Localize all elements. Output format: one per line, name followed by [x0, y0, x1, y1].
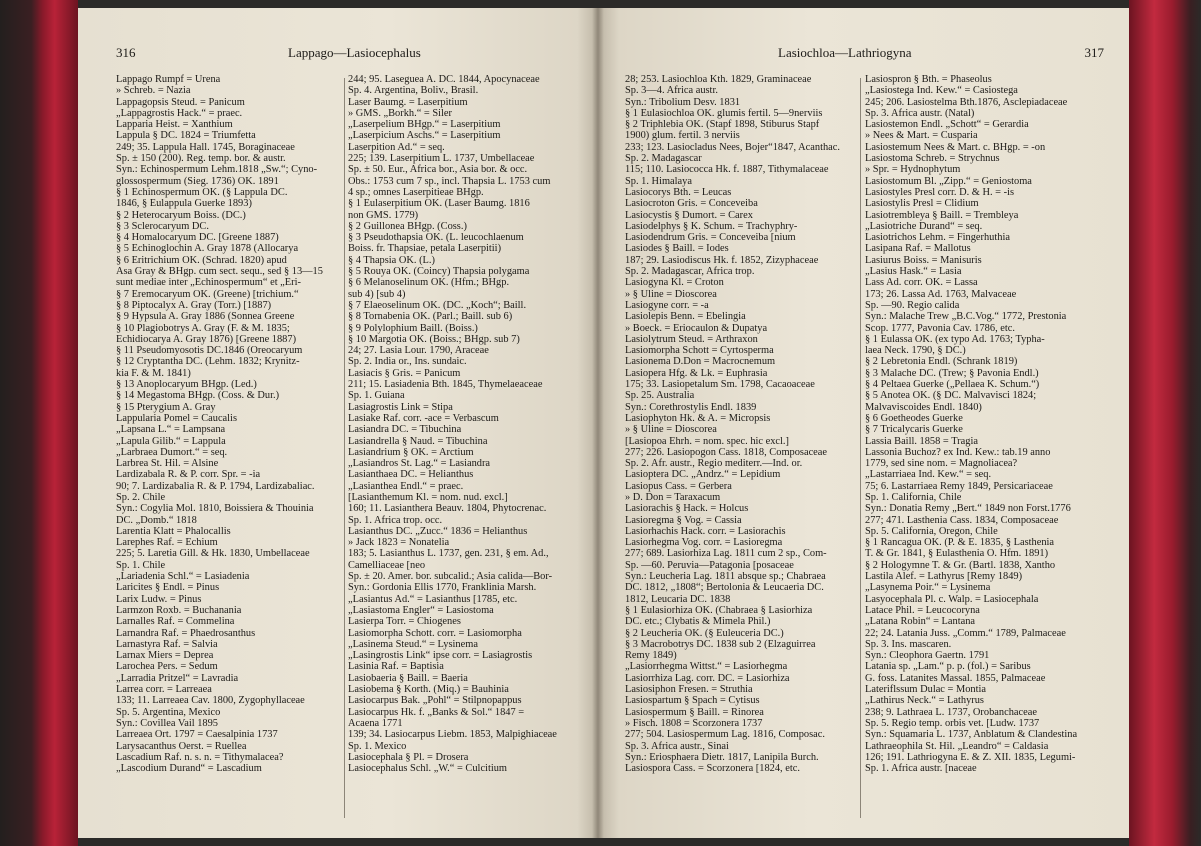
entry-line: Lasiosiphon Fresen. = Struthia [625, 684, 753, 696]
entry-line: Lardizabala R. & P. corr. Spr. = -ia [116, 469, 261, 481]
entry-line: „Larbraea Dumort.“ = seq. [116, 446, 228, 458]
entry-line: DC. etc.; Clybatis & Mimela Phil.) [625, 616, 771, 628]
entry-line: Lasiolytrum Steud. = Arthraxon [625, 333, 758, 345]
entry-line: Lasinia Raf. = Baptisia [348, 661, 444, 673]
entry-line: laea Neck. 1790, § DC.) [865, 345, 966, 357]
entry-line: § 2 Heterocaryum Boiss. (DC.) [116, 209, 246, 221]
entry-line: § 6 Melanoselinum OK. (Hfm.; BHgp. [348, 277, 510, 289]
entry-line: 1900) glum. fertil. 3 nerviis [625, 130, 740, 142]
entry-line: Boiss. fr. Thapsiae, petala Laserpitii) [348, 243, 502, 255]
entry-line: 187; 29. Lasiodiscus Hk. f. 1852, Zizyphaceae [625, 254, 819, 266]
entry-line: 175; 33. Lasiopetalum Sm. 1798, Cacaoaceae [625, 379, 815, 391]
book-edge-right [1129, 0, 1201, 846]
entry-line: Sp. 3. Africa austr. (Natal) [865, 107, 975, 119]
running-head: Lappago—Lasiocephalus [288, 45, 421, 60]
entry-line: Lasiocarpus Bak. „Pohl“ = Stilpnopappus [348, 695, 522, 707]
entry-line: Lass Ad. corr. OK. = Lassa [865, 277, 978, 289]
entry-line: „Lasiotriche Durand“ = seq. [865, 220, 983, 232]
running-head: Lasiochloa—Lathriogyna [778, 45, 912, 60]
entry-line: Lasiostomum Bl. „Zipp.“ = Geniostoma [865, 175, 1032, 187]
book-gutter [592, 8, 604, 838]
entry-line: DC. 1812, „1808“; Bertolonia & Leucaeria DC. [625, 582, 824, 594]
entry-line: T. & Gr. 1841, § Eulasthenia O. Hfm. 1891) [865, 548, 1049, 560]
entry-line: Lasiandra DC. = Tibuchina [348, 424, 462, 436]
entry-line: § 1 Echinospermum OK. (§ Lappula DC. [116, 186, 288, 198]
entry-line: Lappagopsis Steud. = Panicum [116, 96, 245, 108]
entry-line: » § Uline = Dioscorea [625, 288, 717, 300]
entry-line: Lasiocroton Gris. = Conceveiba [625, 198, 758, 210]
entry-line: » GMS. „Borkh.“ = Siler [348, 107, 452, 119]
entry-line: „Lasynema Poir.“ = Lysinema [865, 582, 991, 594]
entry-line: 28; 253. Lasiochloa Kth. 1829, Graminaceae [625, 74, 812, 85]
entry-line: Asa Gray & BHgp. cum sect. sequ., sed § 13—15 [116, 266, 323, 278]
entry-line: 277; 471. Lasthenia Cass. 1834, Composaceae [865, 514, 1059, 526]
entry-line: Scop. 1777, Pavonia Cav. 1786, etc. [865, 322, 1015, 334]
entry-line: glossospermum (Sieg. 1736) OK. 1891 [116, 175, 279, 187]
entry-line: Lastila Alef. = Lathyrus [Remy 1849) [865, 571, 1023, 583]
entry-line: § 2 Triphlebia OK. (Stapf 1898, Stiburus Stapf [625, 119, 820, 131]
entry-line: „Lasingrostis Link“ ipse corr. = Lasiagrostis [348, 650, 533, 662]
entry-line: § 14 Megastoma BHgp. (Coss. & Dur.) [116, 390, 280, 402]
entry-line: Lasiospermum § Baill. = Rinorea [625, 706, 764, 718]
entry-line: 244; 95. Laseguea A. DC. 1844, Apocynaceae [348, 74, 540, 85]
entry-line: Lasioregma § Vog. = Cassia [625, 514, 742, 526]
entry-line: Lasiacis § Gris. = Panicum [348, 367, 461, 379]
entry-line: Lasiorrhiza Lag. corr. DC. = Lasiorhiza [625, 672, 790, 684]
entry-line: Lasiodes § Baill. = Iodes [625, 243, 729, 255]
entry-line: Lasiophyton Hk. & A. = Micropsis [625, 412, 771, 424]
entry-line: » Jack 1823 = Nonatelia [348, 537, 450, 549]
entry-line: § 11 Pseudomyosotis DC.1846 (Oreocaryum [116, 345, 303, 357]
entry-line: Lasyocephala Pl. c. Walp. = Lasiocephala [865, 593, 1039, 605]
entry-line: Lasiorachis § Hack. = Holcus [625, 503, 749, 515]
entry-line: Syn.: Cogylia Mol. 1810, Boissiera & Thouinia [116, 503, 314, 515]
entry-line: 4 sp.; omnes Laserpitieae BHgp. [348, 186, 484, 198]
entry-line: Lasiodendrum Gris. = Conceveiba [nium [625, 232, 796, 244]
entry-line: § 2 Guillonea BHgp. (Coss.) [348, 220, 467, 232]
entry-line: § 7 Elaeoselinum OK. (DC. „Koch“; Baill. [348, 299, 527, 311]
entry-line: Sp. 5. Argentina, Mexico [116, 706, 221, 718]
entry-line: „Laserpelium BHgp.“ = Laserpitium [348, 119, 501, 131]
entry-line: § 7 Eremocaryum OK. (Greene) [trichium.“ [116, 288, 299, 300]
entry-line: » Nees & Mart. = Cusparia [865, 130, 978, 142]
entry-line: Larrea corr. = Larreaea [116, 684, 212, 696]
entry-line: » D. Don = Taraxacum [625, 491, 721, 503]
entry-line: Larbrea St. Hil. = Alsine [116, 458, 219, 470]
entry-line: Laricites § Endl. = Pinus [116, 582, 220, 594]
entry-line: Larnandra Raf. = Phaedrosanthus [116, 627, 256, 639]
right-page-header [634, 45, 1104, 61]
entry-line: [Lasiopoa Ehrh. = nom. spec. hic excl.] [625, 435, 789, 447]
entry-line: 277; 689. Lasiorhiza Lag. 1811 cum 2 sp., Com- [625, 548, 827, 560]
entry-line: Lasiostoma Schreb. = Strychnus [865, 153, 1000, 165]
entry-line: § 4 Thapsia OK. (L.) [348, 254, 435, 266]
left-column-1 [116, 74, 344, 824]
entry-line: Lasiostemum Nees & Mart. c. BHgp. = -on [865, 141, 1046, 153]
entry-line: Syn.: Leucheria Lag. 1811 absque sp.; Chabraea [625, 571, 826, 583]
column-rule [860, 78, 861, 818]
entry-line: § 1 Eulasiochloa OK. glumis fertil. 5—9nerviis [625, 107, 823, 119]
entry-line: Lasiopus Cass. = Gerbera [625, 480, 732, 492]
entry-line: § 1 Eulasiorhiza OK. (Chabraea § Lasiorhiza [625, 604, 813, 616]
entry-line: Lappula § DC. 1824 = Triumfetta [116, 130, 256, 142]
entry-line: Sp. ± 20. Amer. bor. subcalid.; Asia calida—Bor- [348, 571, 553, 583]
entry-line: „Lasiandros St. Lag.“ = Lasiandra [348, 458, 491, 470]
entry-line: Lasiostylis Presl = Clidium [865, 198, 979, 210]
entry-line: Lappago Rumpf = Urena [116, 74, 221, 85]
entry-line: Acaena 1771 [348, 717, 403, 729]
entry-line: Lasiolepis Benn. = Ebelingia [625, 311, 746, 323]
entry-line: DC. „Domb.“ 1818 [116, 514, 197, 526]
entry-line: 90; 7. Lardizabalia R. & P. 1794, Lardizabaliac. [116, 480, 315, 492]
left-page-header [116, 45, 586, 61]
entry-line: § 10 Plagiobotrys A. Gray (F. & M. 1835; [116, 322, 290, 334]
entry-line: Sp. 3. Ins. mascaren. [865, 638, 952, 650]
entry-line: Sp. 3. Africa austr., Sinai [625, 740, 729, 752]
entry-line: » Schreb. = Nazia [116, 85, 191, 97]
entry-line: 1846, § Eulappula Guerke 1893) [116, 198, 252, 210]
entry-line: Larnalles Raf. = Commelina [116, 616, 235, 628]
entry-line: sub 4) [sub 4) [348, 288, 406, 300]
entry-line: Larix Ludw. = Pinus [116, 593, 202, 605]
left-column-2 [348, 74, 580, 824]
entry-line: 139; 34. Lasiocarpus Liebm. 1853, Malpighiaceae [348, 729, 557, 741]
entry-line: Latania sp. „Lam.“ p. p. (fol.) = Saribus [865, 661, 1031, 673]
entry-line: Lasiodelphys § K. Schum. = Trachyphry- [625, 220, 798, 232]
entry-line: Remy 1849) [625, 650, 677, 662]
entry-line: „Larradia Pritzel“ = Lavradia [116, 672, 239, 684]
entry-line: Lassonia Buchoz? ex Ind. Kew.: tab.19 anno [865, 446, 1051, 458]
entry-line: Lasiomorpha Schott. corr. = Lasiomorpha [348, 627, 522, 639]
entry-line: Lasiotrichos Lehm. = Fingerhuthia [865, 232, 1010, 244]
entry-line: § 3 Malache DC. (Trew; § Pavonia Endl.) [865, 367, 1039, 379]
entry-line: Lasioptera DC. „Andrz.“ = Lepidium [625, 469, 781, 481]
entry-line: § 2 Leucheria OK. (§ Euleuceria DC.) [625, 627, 784, 639]
entry-line: Lasiake Raf. corr. -ace = Verbascum [348, 412, 499, 424]
entry-line: Sp. ± 50. Eur., Africa bor., Asia bor. & occ. [348, 164, 528, 176]
entry-line: § 9 Polylophium Baill. (Boiss.) [348, 322, 478, 334]
entry-line: » Spr. = Hydnophytum [865, 164, 961, 176]
page-number: 316 [116, 45, 136, 60]
entry-line: „Lariadenia Schl.“ = Lasiadenia [116, 571, 250, 583]
entry-line: Sp. 2. Madagascar, Africa trop. [625, 266, 755, 278]
entry-line: Lasiospartum § Spach = Cytisus [625, 695, 760, 707]
entry-line: Sp. 1. Himalaya [625, 175, 692, 187]
entry-line: Larochea Pers. = Sedum [116, 661, 218, 673]
entry-line: „Lasinema Steud.“ = Lysinema [348, 638, 478, 650]
entry-line: Sp. 1. Chile [116, 559, 166, 571]
entry-line: Larentia Klatt = Phalocallis [116, 525, 231, 537]
entry-line: Syn.: Cleophora Gaertn. 1791 [865, 650, 990, 662]
book-edge-left [0, 0, 78, 846]
entry-line: Larephes Raf. = Echium [116, 537, 218, 549]
entry-line: „Lasius Hask.“ = Lasia [865, 266, 962, 278]
column-rule [344, 78, 345, 818]
entry-line: „Lasiastoma Engler“ = Lasiostoma [348, 604, 494, 616]
right-column-1 [625, 74, 861, 824]
entry-line: Sp. 1. Guiana [348, 390, 405, 402]
entry-line: Laserpition Ad.“ = seq. [348, 141, 445, 153]
entry-line: „Latana Robin“ = Lantana [865, 616, 976, 628]
entry-line: 225; 139. Laserpitium L. 1737, Umbellaceae [348, 153, 535, 165]
entry-line: Sp. 1. Africa trop. occ. [348, 514, 443, 526]
entry-line: Sp. 2. Madagascar [625, 153, 702, 165]
right-page [598, 8, 1129, 838]
entry-line: Syn.: Covillea Vail 1895 [116, 717, 218, 729]
entry-line: 160; 11. Lasianthera Beauv. 1804, Phytocrenac. [348, 503, 547, 515]
entry-line: § 9 Hypsula A. Gray 1886 (Sonnea Greene [116, 311, 295, 323]
entry-line: Lasiocephalus Schl. „W.“ = Culcitium [348, 763, 507, 775]
entry-line: Larnax Miers = Deprea [116, 650, 214, 662]
entry-line: § 3 Sclerocaryum DC. [116, 220, 209, 232]
entry-line: Larysacanthus Oerst. = Ruellea [116, 740, 247, 752]
entry-line: Camelliaceae [neo [348, 559, 426, 571]
entry-line: „Lathirus Neck.“ = Lathyrus [865, 695, 984, 707]
entry-line: Syn.: Squamaria L. 1737, Anblatum & Clandestina [865, 729, 1078, 741]
entry-line: non GMS. 1779) [348, 209, 419, 221]
entry-line: Sp. ± 150 (200). Reg. temp. bor. & austr. [116, 153, 286, 165]
entry-line: Sp. —60. Peruvia—Patagonia [posaceae [625, 559, 794, 571]
entry-line: § 8 Piptocalyx A. Gray (Torr.) [1887) [116, 299, 272, 311]
entry-line: § 6 Eritrichium OK. (Schrad. 1820) apud [116, 254, 287, 266]
entry-line: Obs.: 1753 cum 7 sp., incl. Thapsia L. 1753 cum [348, 175, 551, 187]
entry-line: Lasiomorpha Schott = Cyrtosperma [625, 345, 774, 357]
entry-line: Larreaea Ort. 1797 = Caesalpinia 1737 [116, 729, 278, 741]
entry-line: Syn.: Echinospermum Lehm.1818 „Sw.“; Cyno- [116, 164, 318, 176]
entry-line: „Lascodium Durand“ = Lascadium [116, 763, 262, 775]
entry-line: Lasiorhachis Hack. corr. = Lasiorachis [625, 525, 786, 537]
entry-line: Sp. 1. Mexico [348, 740, 407, 752]
entry-line: Lasiandrium § OK. = Arctium [348, 446, 474, 458]
entry-line: [Lasianthemum Kl. = nom. nud. excl.] [348, 491, 508, 503]
entry-line: 233; 123. Lasiocladus Nees, Bojer“1847, Acanthac. [625, 141, 840, 153]
entry-line: Malvaviscoides Endl. 1840) [865, 401, 982, 413]
entry-line: Sp. —90. Regio calida [865, 299, 960, 311]
entry-line: 75; 6. Lastarriaea Remy 1849, Persicariaceae [865, 480, 1053, 492]
entry-line: Lasiobaeria § Baill. = Baeria [348, 672, 468, 684]
entry-line: Lasiurus Boiss. = Manisuris [865, 254, 982, 266]
entry-line: „Lasiostega Ind. Kew.“ = Casiostega [865, 85, 1018, 97]
entry-line: „Lastarriaea Ind. Kew.“ = seq. [865, 469, 992, 481]
entry-line: Larmzon Roxb. = Buchanania [116, 604, 242, 616]
entry-line: Lasiocorys Bth. = Leucas [625, 186, 732, 198]
left-page [78, 8, 598, 838]
entry-line: § 3 Pseudothapsia OK. (L. leucochlaenum [348, 232, 524, 244]
entry-line: 183; 5. Lasianthus L. 1737, gen. 231, § em. Ad., [348, 548, 549, 560]
entry-line: 173; 26. Lassa Ad. 1763, Malvaceae [865, 288, 1017, 300]
entry-line: Sp. 3—4. Africa austr. [625, 85, 718, 97]
entry-line: Lasionema D.Don = Macrocnemum [625, 356, 776, 368]
entry-line: „Lapsana L.“ = Lampsana [116, 424, 226, 436]
entry-line: Echidiocarya A. Gray 1876) [Greene 1887) [116, 333, 297, 345]
entry-line: Lathraeophila St. Hil. „Leandro“ = Caldasia [865, 740, 1049, 752]
entry-line: G. foss. Latanites Massal. 1855, Palmaceae [865, 672, 1046, 684]
entry-line: 225; 5. Laretia Gill. & Hk. 1830, Umbellaceae [116, 548, 310, 560]
entry-line: 238; 9. Lathraea L. 1737, Orobanchaceae [865, 706, 1037, 718]
entry-line: § 10 Margotia OK. (Boiss.; BHgp. sub 7) [348, 333, 520, 345]
entry-line: 22; 24. Latania Juss. „Comm.“ 1789, Palmaceae [865, 627, 1066, 639]
entry-line: Sp. 4. Argentina, Boliv., Brasil. [348, 85, 479, 97]
entry-line: § 12 Cryptantha DC. (Lehm. 1832; Krynitz- [116, 356, 300, 368]
entry-line: § 1 Rancagua OK. (P. & E. 1835, § Lasthenia [865, 537, 1055, 549]
entry-line: Sp. 1. California, Chile [865, 491, 962, 503]
entry-line: Lasiobema § Korth. (Miq.) = Bauhinia [348, 684, 509, 696]
right-column-2 [865, 74, 1105, 824]
entry-line: Lasiagrostis Link = Stipa [348, 401, 453, 413]
entry-line: § 4 Homalocaryum DC. [Greene 1887) [116, 232, 279, 244]
entry-line: „Laserpicium Aschs.“ = Laserpitium [348, 130, 501, 142]
entry-line: 126; 191. Lathriogyna E. & Z. XII. 1835, Legumi- [865, 751, 1076, 763]
entry-line: Lasianthaea DC. = Helianthus [348, 469, 474, 481]
entry-line: Sp. 2. Afr. austr., Regio mediterr.—Ind. or. [625, 458, 803, 470]
entry-line: „Lappagrostis Hack.“ = praec. [116, 107, 243, 119]
entry-line: Syn.: Corethrostylis Endl. 1839 [625, 401, 757, 413]
entry-line: Lasiandrella § Naud. = Tibuchina [348, 435, 488, 447]
entry-line: Lasiotrembleya § Baill. = Trembleya [865, 209, 1019, 221]
page-number: 317 [1084, 45, 1104, 60]
entry-line: Sp. 1. Africa austr. [naceae [865, 763, 977, 775]
entry-line: § 2 Hologymne T. & Gr. (Bartl. 1838, Xantho [865, 559, 1056, 571]
entry-line: sunt mediae inter „Echinospermum“ et „Eri- [116, 277, 301, 289]
entry-line: § 5 Anotea OK. (§ DC. Malvavisci 1824; [865, 390, 1037, 402]
entry-line: Latace Phil. = Leucocoryna [865, 604, 980, 616]
entry-line: Syn.: Gordonia Ellis 1770, Franklinia Marsh. [348, 582, 537, 594]
entry-line: § 3 Macrobotrys DC. 1838 sub 2 (Elzaguirrea [625, 638, 816, 650]
entry-line: 277; 226. Lasiopogon Cass. 1818, Composaceae [625, 446, 828, 458]
entry-line: 133; 11. Larreaea Cav. 1800, Zygophyllaceae [116, 695, 305, 707]
entry-line: Lasiospron § Bth. = Phaseolus [865, 74, 992, 85]
entry-line: Lasiocarpus Hk. f. „Banks & Sol.“ 1847 = [348, 706, 525, 718]
entry-line: „Lasiorrhegma Wittst.“ = Lasiorhegma [625, 661, 788, 673]
entry-line: 1779, sed sine nom. = Magnoliacea? [865, 458, 1018, 470]
entry-line: § 1 Eulaserpitium OK. (Laser Baumg. 1816 [348, 198, 530, 210]
entry-line: § 15 Pterygium A. Gray [116, 401, 216, 413]
entry-line: Lasiostyles Presl corr. D. & H. = -is [865, 186, 1015, 198]
entry-line: Lapparia Heist. = Xanthium [116, 119, 233, 131]
entry-line: § 8 Tornabenia OK. (Parl.; Baill. sub 6) [348, 311, 513, 323]
entry-line: § 13 Anoplocaryum BHgp. (Led.) [116, 379, 257, 391]
entry-line: „Lapula Gilib.“ = Lappula [116, 435, 226, 447]
entry-line: Lateriflssum Dulac = Montia [865, 684, 986, 696]
entry-line: Lascadium Raf. n. s. n. = Tithymalacea? [116, 751, 284, 763]
entry-line: „Lasiantus Ad.“ = Lasianthus [1785, etc. [348, 593, 518, 605]
entry-line: Lasiocystis § Dumort. = Carex [625, 209, 753, 221]
entry-line: „Lasianthea Endl.“ = praec. [348, 480, 464, 492]
entry-line: » § Uline = Dioscorea [625, 424, 717, 436]
entry-line: Lasiopera Hfg. & Lk. = Euphrasia [625, 367, 768, 379]
entry-line: » Boeck. = Eriocaulon & Dupatya [625, 322, 768, 334]
entry-line: § 6 Goetheodes Guerke [865, 412, 963, 424]
entry-line: Lasiogyna Kl. = Croton [625, 277, 724, 289]
entry-line: Lasiogyne corr. = -a [625, 299, 709, 311]
entry-line: § 4 Peltaea Guerke („Pellaea K. Schum.“) [865, 379, 1040, 391]
entry-line: 249; 35. Lappula Hall. 1745, Boraginaceae [116, 141, 295, 153]
entry-line: Lasiospora Cass. = Scorzonera [1824, etc. [625, 763, 800, 775]
entry-line: Lasipana Raf. = Mallotus [865, 243, 971, 255]
entry-line: » Fisch. 1808 = Scorzonera 1737 [625, 717, 763, 729]
entry-line: Syn.: Eriosphaera Dietr. 1817, Lanipila Burch. [625, 751, 819, 763]
entry-line: Lasierpa Torr. = Chiogenes [348, 616, 461, 628]
entry-line: Syn.: Malache Trew „B.C.Vog.“ 1772, Prestonia [865, 311, 1067, 323]
entry-line: Sp. 2. India or., Ins. sundaic. [348, 356, 467, 368]
entry-line: Syn.: Tribolium Desv. 1831 [625, 96, 741, 108]
entry-line: Lappularia Pomel = Caucalis [116, 412, 237, 424]
entry-line: Sp. 2. Chile [116, 491, 166, 503]
entry-line: Lasianthus DC. „Zucc.“ 1836 = Helianthus [348, 525, 528, 537]
entry-line: Laser Baumg. = Laserpitium [348, 96, 468, 108]
entry-line: Lassia Baill. 1858 = Tragia [865, 435, 978, 447]
entry-line: Syn.: Donatia Remy „Bert.“ 1849 non Forst.1776 [865, 503, 1071, 515]
entry-line: 115; 110. Lasiococca Hk. f. 1887, Tithymalaceae [625, 164, 829, 176]
entry-line: § 7 Tricalycaris Guerke [865, 424, 963, 436]
entry-line: 245; 206. Lasiostelma Bth.1876, Asclepiadaceae [865, 96, 1068, 108]
entry-line: Sp. 25. Australia [625, 390, 695, 402]
entry-line: kia F. & M. 1841) [116, 367, 191, 379]
entry-line: Sp. 5. California, Oregon, Chile [865, 525, 998, 537]
entry-line: § 1 Eulassa OK. (ex typo Ad. 1763; Typha- [865, 333, 1045, 345]
entry-line: 277; 504. Lasiospermum Lag. 1816, Composac. [625, 729, 825, 741]
entry-line: § 2 Lebretonia Endl. (Schrank 1819) [865, 356, 1018, 368]
entry-line: 24; 27. Lasia Lour. 1790, Araceae [348, 345, 489, 357]
entry-line: Lasiocephala § Pl. = Drosera [348, 751, 469, 763]
entry-line: 1812, Leucaria DC. 1838 [625, 593, 731, 605]
entry-line: Sp. 5. Regio temp. orbis vet. [Ludw. 1737 [865, 717, 1040, 729]
entry-line: § 5 Rouya OK. (Coincy) Thapsia polygama [348, 266, 530, 278]
entry-line: 211; 15. Lasiadenia Bth. 1845, Thymelaeaceae [348, 379, 543, 391]
entry-line: § 5 Echinoglochin A. Gray 1878 (Allocarya [116, 243, 299, 255]
entry-line: Lasiostemon Endl. „Schott“ = Gerardia [865, 119, 1029, 131]
entry-line: Larnastyra Raf. = Salvia [116, 638, 218, 650]
entry-line: Lasiorhegma Vog. corr. = Lasioregma [625, 537, 783, 549]
